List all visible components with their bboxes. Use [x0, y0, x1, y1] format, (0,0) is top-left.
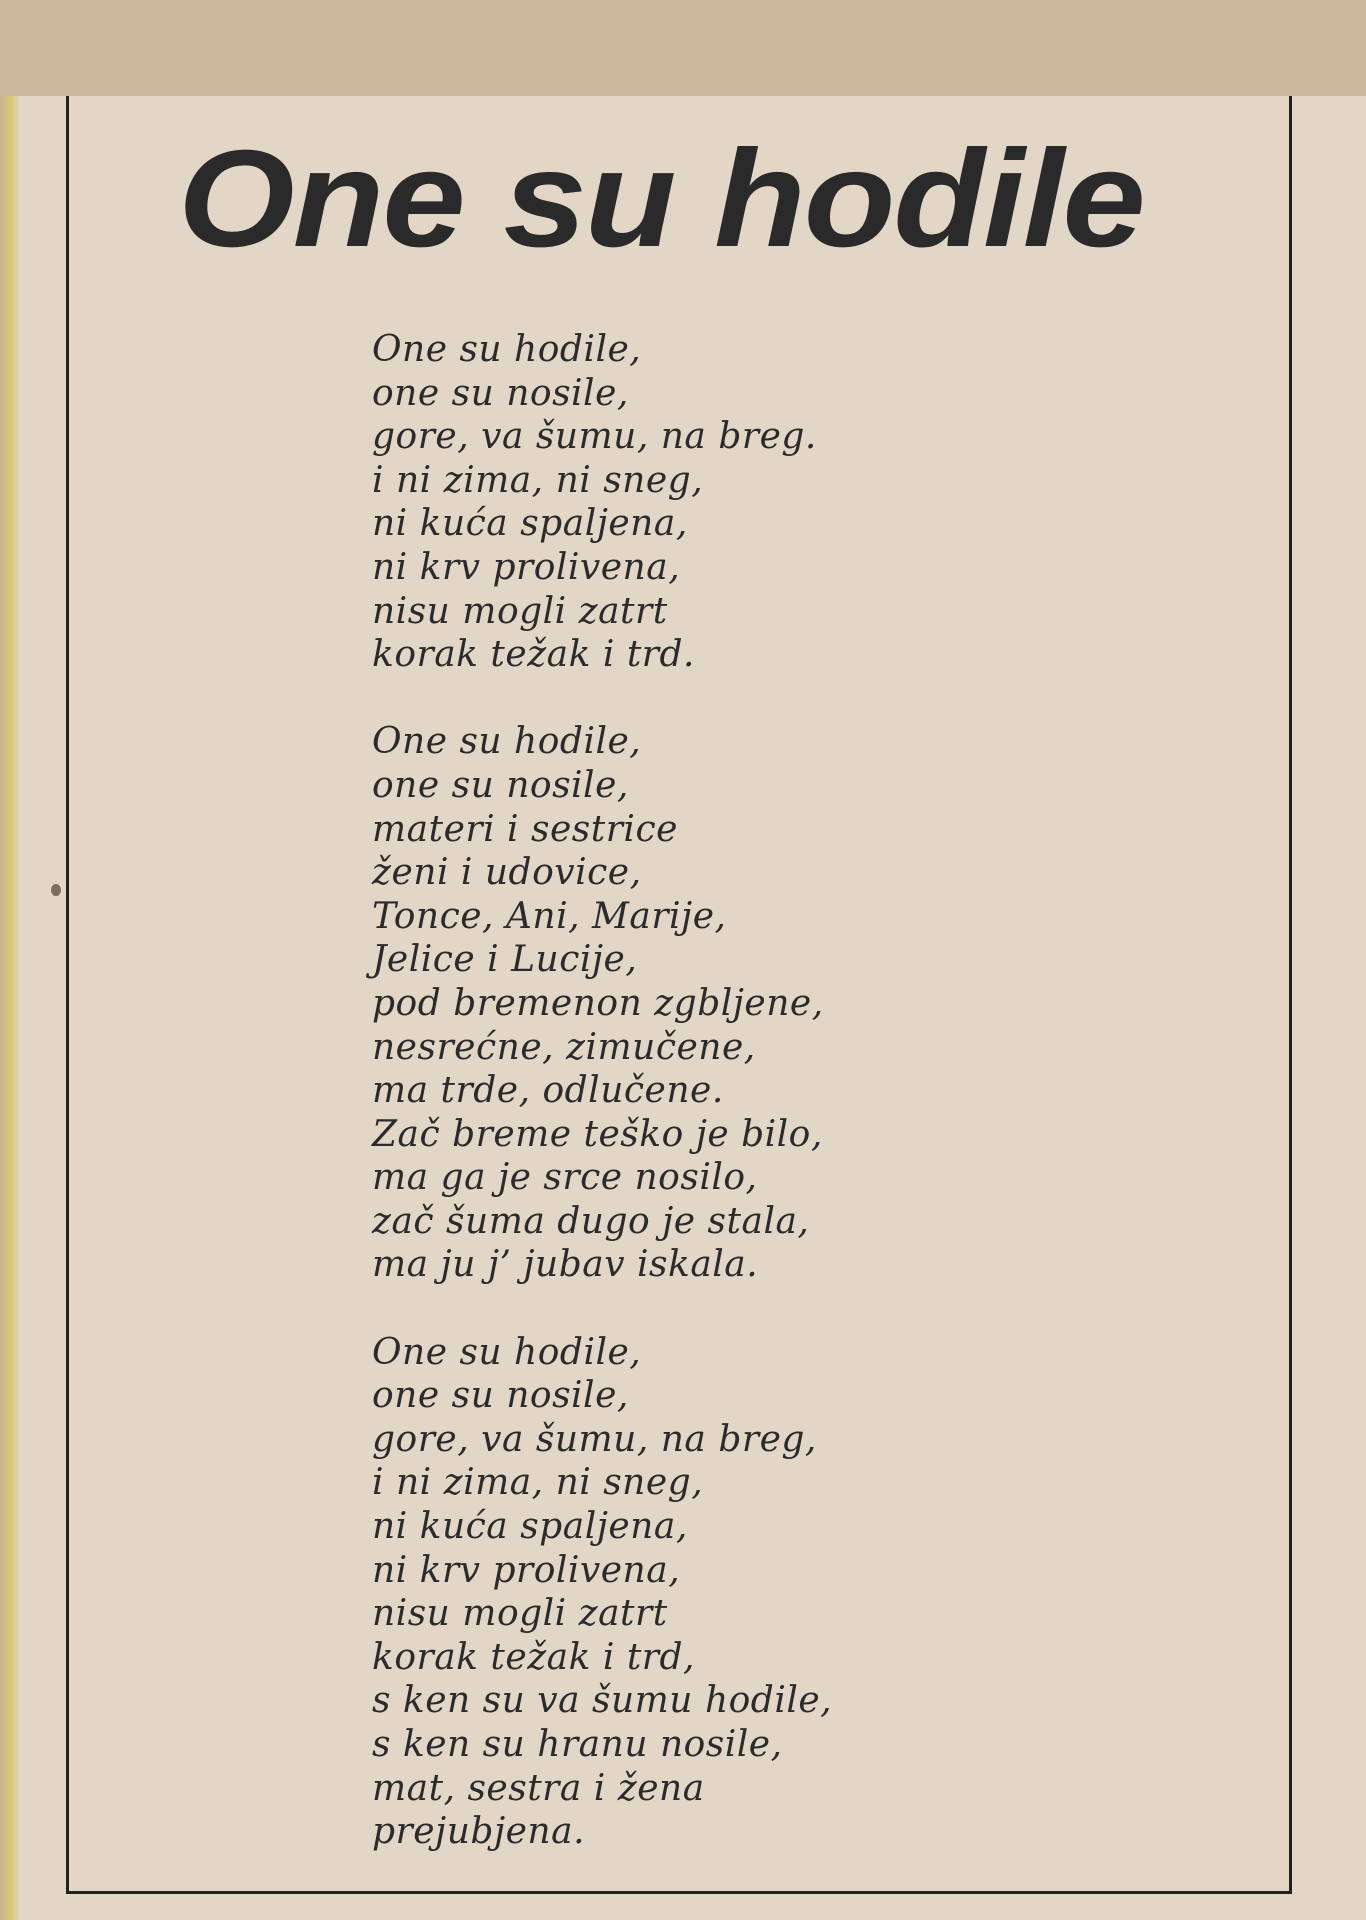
poem-line: Zač breme teško je bilo,	[372, 1113, 823, 1155]
poem-line: ma trde, odlučene.	[372, 1070, 724, 1112]
poem-line: materi i sestrice	[372, 808, 678, 850]
poem-line: zač šuma dugo je stala,	[372, 1200, 810, 1242]
poem-line: pod bremenon zgbljene,	[372, 982, 824, 1024]
poem-line: ni kuća spaljena,	[372, 1506, 688, 1548]
poem-line: ni krv prolivena,	[372, 546, 681, 588]
poem-line: nisu mogli zatrt	[372, 1593, 668, 1635]
poem-line: i ni zima, ni sneg,	[372, 459, 704, 501]
poem-line: s ken su va šumu hodile,	[372, 1680, 833, 1722]
poem-line: gore, va šumu, na breg.	[372, 416, 817, 458]
poem-line: ženi i udovice,	[372, 852, 642, 894]
poem-line: prejubjena.	[372, 1811, 586, 1853]
poem-line: One su hodile,	[372, 329, 642, 370]
scan-background	[0, 0, 1366, 96]
poem-line: one su nosile,	[372, 1375, 629, 1417]
poem-body	[372, 328, 1072, 1854]
poem-line: One su hodile,	[372, 721, 642, 763]
stanza-2	[372, 720, 1072, 1287]
paper-speck	[51, 884, 61, 896]
poem-line: one su nosile,	[372, 372, 629, 414]
poem-line: one su nosile,	[372, 764, 629, 806]
poem-line: korak težak i trd,	[372, 1636, 695, 1678]
poem-line: s ken su hranu nosile,	[372, 1724, 783, 1765]
poem-line: nisu mogli zatrt	[372, 590, 668, 632]
poem-line: gore, va šumu, na breg,	[372, 1418, 817, 1460]
poem-line: ni krv prolivena,	[372, 1549, 681, 1591]
stanza-1	[372, 328, 1072, 677]
poem-line: Tonce, Ani, Marije,	[372, 895, 727, 937]
poem-line: i ni zima, ni sneg,	[372, 1462, 704, 1504]
poem-line: ma ga je srce nosilo,	[372, 1157, 758, 1199]
poem-line: nesrećne, zimučene,	[372, 1026, 756, 1068]
stanza-3	[372, 1331, 1072, 1854]
poem-line: korak težak i trd.	[372, 634, 695, 676]
poem-title: One su hodile	[178, 120, 1144, 276]
poem-line: One su hodile,	[372, 1331, 642, 1373]
poem-line: mat, sestra i žena	[372, 1767, 705, 1809]
poem-line: Jelice i Lucije,	[372, 939, 638, 981]
paper-edge	[0, 96, 20, 1920]
poem-line: ma ju j’ jubav iskala.	[372, 1244, 759, 1286]
poem-line: ni kuća spaljena,	[372, 503, 688, 545]
